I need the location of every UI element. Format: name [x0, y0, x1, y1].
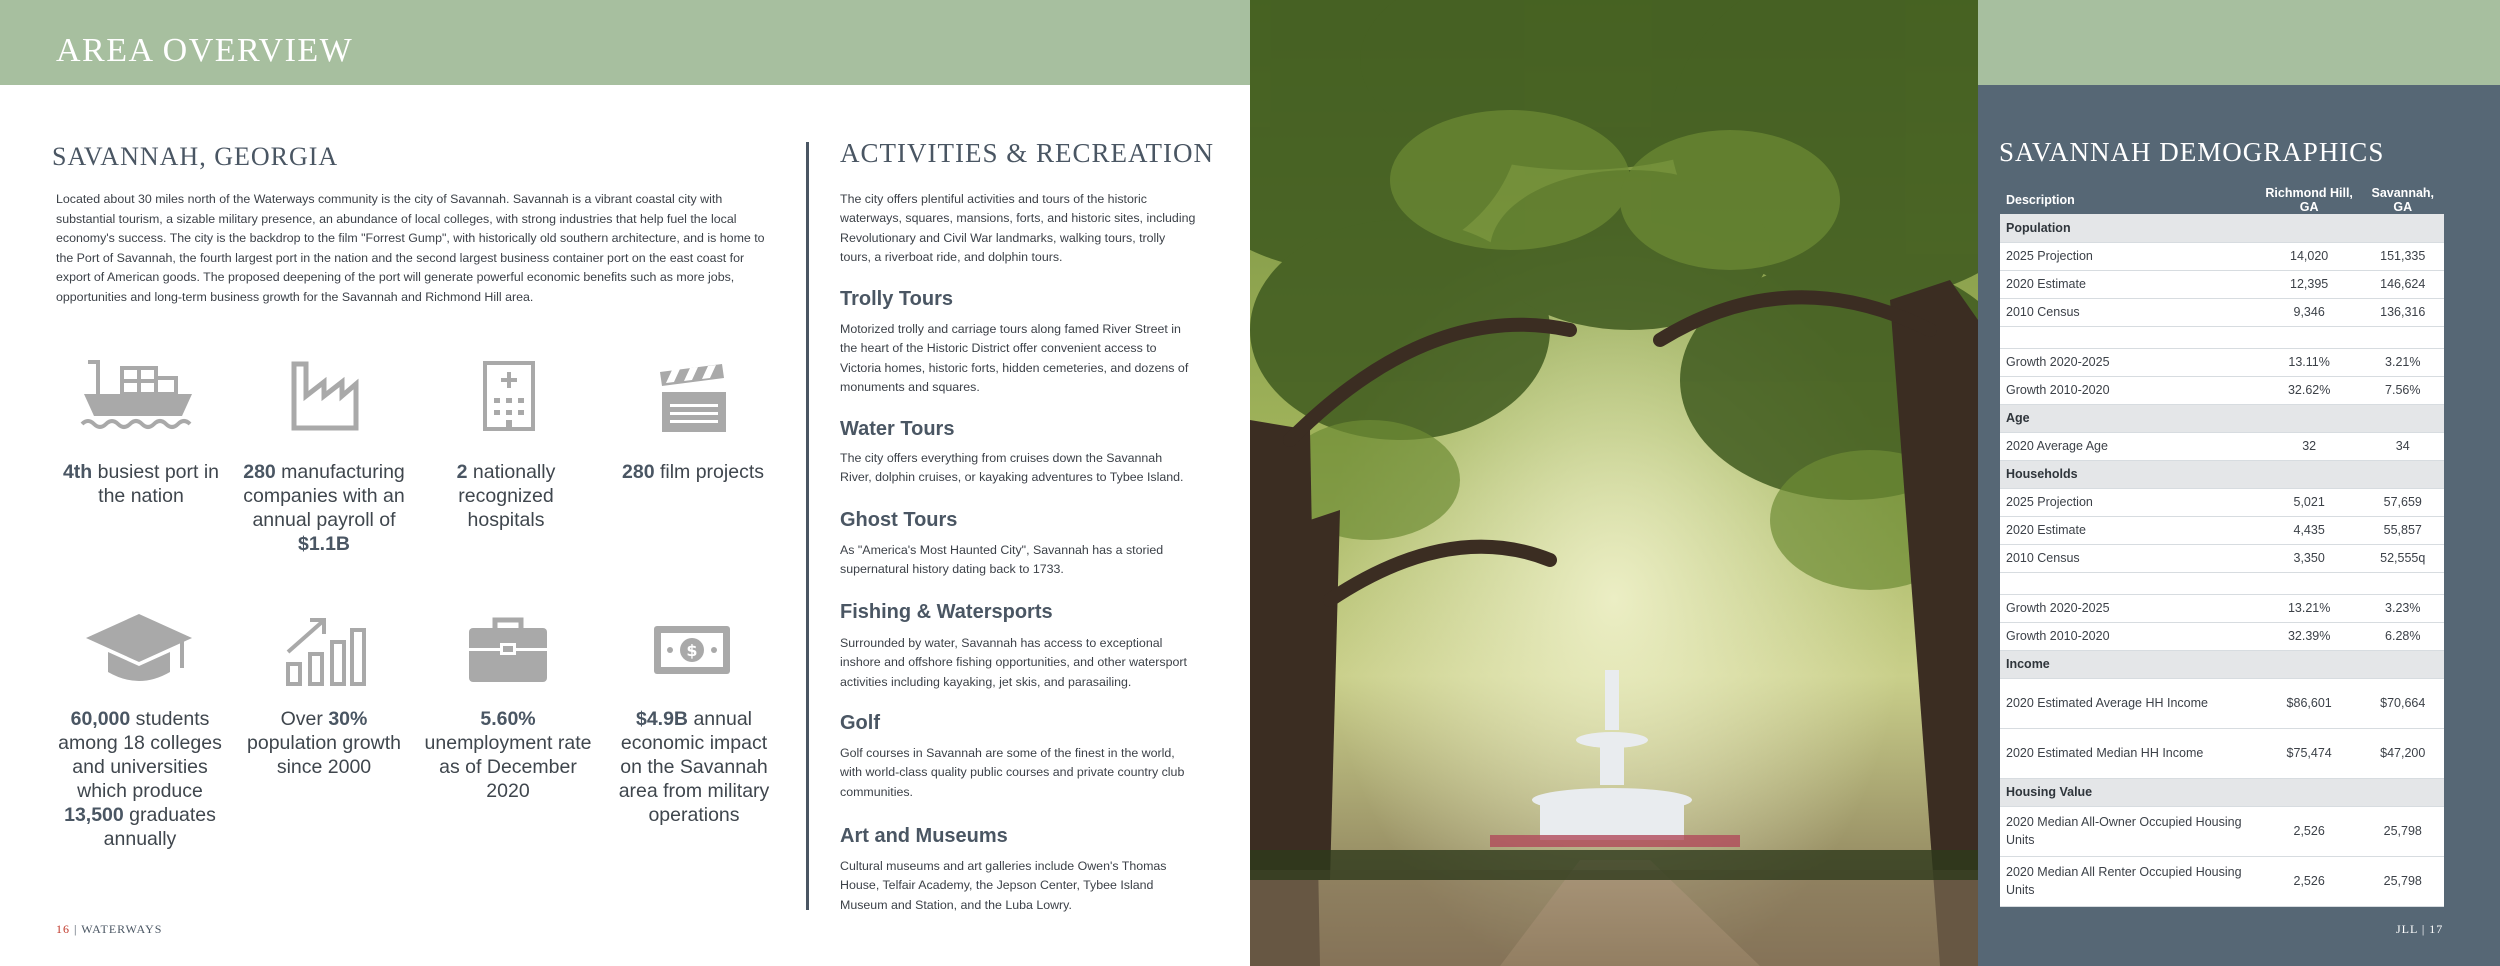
hospital-icon	[482, 360, 536, 432]
row-value: 32	[2257, 432, 2362, 460]
activity-heading: Trolly Tours	[840, 288, 953, 310]
stat-students: 60,000 students among 18 colleges and universities which produce 13,500 graduates annually	[58, 708, 222, 850]
activities-intro: The city offers plentiful activities and tours of the historic waterways, squares, mansions, forts, and historic sites, including Revolutionary and Civil War landmarks, walking tours, trolly tours, a riverboat ride, and dolphin tours.	[840, 192, 1196, 265]
row-value: 32.39%	[2257, 622, 2362, 650]
row-label: Growth 2010-2020	[2000, 376, 2257, 404]
footer-right: JLL | 17	[2396, 922, 2444, 936]
row-value: 6.28%	[2362, 622, 2444, 650]
row-value: 57,659	[2362, 488, 2444, 516]
row-label: 2020 Estimated Median HH Income	[2000, 728, 2257, 778]
section-label: Housing Value	[2000, 778, 2444, 806]
table-row	[2000, 622, 2444, 650]
table-row	[2000, 678, 2444, 728]
stat-port: 4th busiest port in the nation	[62, 461, 220, 507]
page-title: AREA OVERVIEW	[56, 32, 354, 69]
row-value: 13.21%	[2257, 594, 2362, 622]
row-label: 2010 Census	[2000, 544, 2257, 572]
stat-economic: $4.9B annual economic impact on the Savannah area from military operations	[618, 708, 770, 826]
briefcase-icon	[467, 616, 549, 684]
row-value: 151,335	[2362, 242, 2444, 270]
table-row	[2000, 376, 2444, 404]
svg-text:$: $	[686, 641, 698, 660]
table-row	[2000, 516, 2444, 544]
spacer-cell	[2000, 326, 2257, 348]
growth-chart-icon	[284, 614, 366, 686]
table-row	[2000, 298, 2444, 326]
graduation-cap-icon	[84, 612, 194, 686]
row-value: 7.56%	[2362, 376, 2444, 404]
row-label: 2020 Estimate	[2000, 516, 2257, 544]
spacer-cell	[2362, 572, 2444, 594]
row-label: Growth 2020-2025	[2000, 348, 2257, 376]
activity-text: The city offers everything from cruises down the Savannah River, dolphin cruises, or kayaking adventures to Tybee Island.	[840, 451, 1184, 485]
table-section-row	[2000, 778, 2444, 806]
ship-icon	[78, 358, 198, 436]
row-label: 2020 Median All-Owner Occupied Housing Units	[2000, 806, 2257, 856]
row-value: 34	[2362, 432, 2444, 460]
savannah-intro: Located about 30 miles north of the Waterways community is the city of Savannah. Savannah is a vibrant coastal city with substantial tourism, a sizable military presence, an abundance of local colleges, with strong industries that help fuel the local economy's success. The city is the backdrop to the film "Forrest Gump", with historically old southern architecture, and is home to the Port of Savannah, the fourth largest port in the nation and the second largest business container port on the east coast for export of American goods. The proposed deepening of the port will generate powerful economic benefits such as more jobs, opportunities and long-term business growth for the Savannah and Richmond Hill area.	[56, 192, 765, 304]
footer-brand-left: WATERWAYS	[81, 922, 163, 936]
table-section-row	[2000, 650, 2444, 678]
column-header: Richmond Hill, GA	[2257, 186, 2362, 214]
factory-icon	[290, 360, 360, 432]
stat-unemployment: 5.60% unemployment rate as of December 2020	[424, 708, 592, 802]
table-spacer-row	[2000, 326, 2444, 348]
table-section-row	[2000, 214, 2444, 242]
row-value: 3,350	[2257, 544, 2362, 572]
table-row	[2000, 348, 2444, 376]
table-row	[2000, 432, 2444, 460]
row-label: Growth 2010-2020	[2000, 622, 2257, 650]
demographics-table-wrap	[2000, 186, 2444, 907]
row-value: 146,624	[2362, 270, 2444, 298]
section-label: Age	[2000, 404, 2444, 432]
activity-text: Golf courses in Savannah are some of the finest in the world, with world-class quality public courses and private country club communities.	[840, 746, 1185, 799]
row-value: $47,200	[2362, 728, 2444, 778]
row-label: 2025 Projection	[2000, 488, 2257, 516]
row-value: $70,664	[2362, 678, 2444, 728]
demographics-table	[2000, 186, 2444, 907]
activity-text: Surrounded by water, Savannah has access to exceptional inshore and offshore fishing opportunities, and other watersport activities including kayaking, jet skis, and parasailing.	[840, 636, 1187, 689]
activity-heading: Fishing & Watersports	[840, 601, 1053, 623]
activity-text: As "America's Most Haunted City", Savannah has a storied supernatural history dating back to 1733.	[840, 543, 1164, 577]
row-label: 2020 Average Age	[2000, 432, 2257, 460]
table-row	[2000, 806, 2444, 856]
row-value: 3.23%	[2362, 594, 2444, 622]
table-section-row	[2000, 404, 2444, 432]
table-row	[2000, 270, 2444, 298]
row-value: 2,526	[2257, 806, 2362, 856]
column-divider	[806, 142, 809, 910]
stat-manufacturing: 280 manufacturing companies with an annual payroll of $1.1B	[243, 461, 405, 555]
table-section-row	[2000, 460, 2444, 488]
row-label: 2025 Projection	[2000, 242, 2257, 270]
spacer-cell	[2257, 326, 2362, 348]
row-value: 5,021	[2257, 488, 2362, 516]
demographics-table-body	[2000, 214, 2444, 906]
dollar-bill-icon	[652, 624, 732, 676]
section-title-activities: ACTIVITIES & RECREATION	[840, 138, 1214, 168]
row-value: 136,316	[2362, 298, 2444, 326]
activity-heading: Art and Museums	[840, 825, 1008, 847]
demographics-title: SAVANNAH DEMOGRAPHICS	[1999, 137, 2385, 167]
spacer-cell	[2000, 572, 2257, 594]
row-label: 2010 Census	[2000, 298, 2257, 326]
table-row	[2000, 594, 2444, 622]
activity-text: Cultural museums and art galleries include Owen's Thomas House, Telfair Academy, the Jepson Center, Tybee Island Museum and Station, and the Luba Lowry.	[840, 859, 1167, 912]
activity-heading: Golf	[840, 712, 880, 734]
table-header-row	[2000, 186, 2444, 214]
table-row	[2000, 242, 2444, 270]
section-label: Income	[2000, 650, 2444, 678]
stat-film: 280 film projects	[622, 461, 764, 483]
page-number-right: 17	[2429, 922, 2444, 936]
row-label: 2020 Median All Renter Occupied Housing Units	[2000, 856, 2257, 906]
row-value: $86,601	[2257, 678, 2362, 728]
row-label: 2020 Estimated Average HH Income	[2000, 678, 2257, 728]
stat-hospitals: 2 nationally recognized hospitals	[456, 461, 556, 531]
park-fountain-photo	[1250, 0, 1978, 966]
clapperboard-icon	[658, 364, 730, 434]
row-value: 55,857	[2362, 516, 2444, 544]
row-value: 2,526	[2257, 856, 2362, 906]
row-label: 2020 Estimate	[2000, 270, 2257, 298]
row-value: 25,798	[2362, 856, 2444, 906]
section-label: Population	[2000, 214, 2444, 242]
row-value: 32.62%	[2257, 376, 2362, 404]
row-value: 13.11%	[2257, 348, 2362, 376]
table-spacer-row	[2000, 572, 2444, 594]
page-number-left: 16	[56, 922, 70, 936]
column-header: Savannah, GA	[2362, 186, 2444, 214]
stat-growth: Over 30% population growth since 2000	[247, 708, 401, 778]
activity-text: Motorized trolly and carriage tours along famed River Street in the heart of the Historic District offer convenient access to Victoria homes, historic forts, hidden cemeteries, and dozens of monuments and squares.	[840, 322, 1189, 395]
header-band-right	[1978, 0, 2500, 85]
table-row	[2000, 488, 2444, 516]
activity-heading: Water Tours	[840, 418, 955, 440]
row-value: 12,395	[2257, 270, 2362, 298]
section-title-savannah: SAVANNAH, GEORGIA	[52, 142, 339, 171]
row-value: 3.21%	[2362, 348, 2444, 376]
row-value: 25,798	[2362, 806, 2444, 856]
table-row	[2000, 856, 2444, 906]
spacer-cell	[2362, 326, 2444, 348]
row-label: Growth 2020-2025	[2000, 594, 2257, 622]
row-value: 52,555q	[2362, 544, 2444, 572]
footer-brand-right: JLL	[2396, 922, 2418, 936]
table-row	[2000, 544, 2444, 572]
row-value: $75,474	[2257, 728, 2362, 778]
row-value: 14,020	[2257, 242, 2362, 270]
spacer-cell	[2257, 572, 2362, 594]
table-row	[2000, 728, 2444, 778]
footer-left: 16 | WATERWAYS	[56, 922, 163, 936]
column-header: Description	[2000, 186, 2257, 214]
row-value: 4,435	[2257, 516, 2362, 544]
activity-heading: Ghost Tours	[840, 509, 958, 531]
row-value: 9,346	[2257, 298, 2362, 326]
section-label: Households	[2000, 460, 2444, 488]
